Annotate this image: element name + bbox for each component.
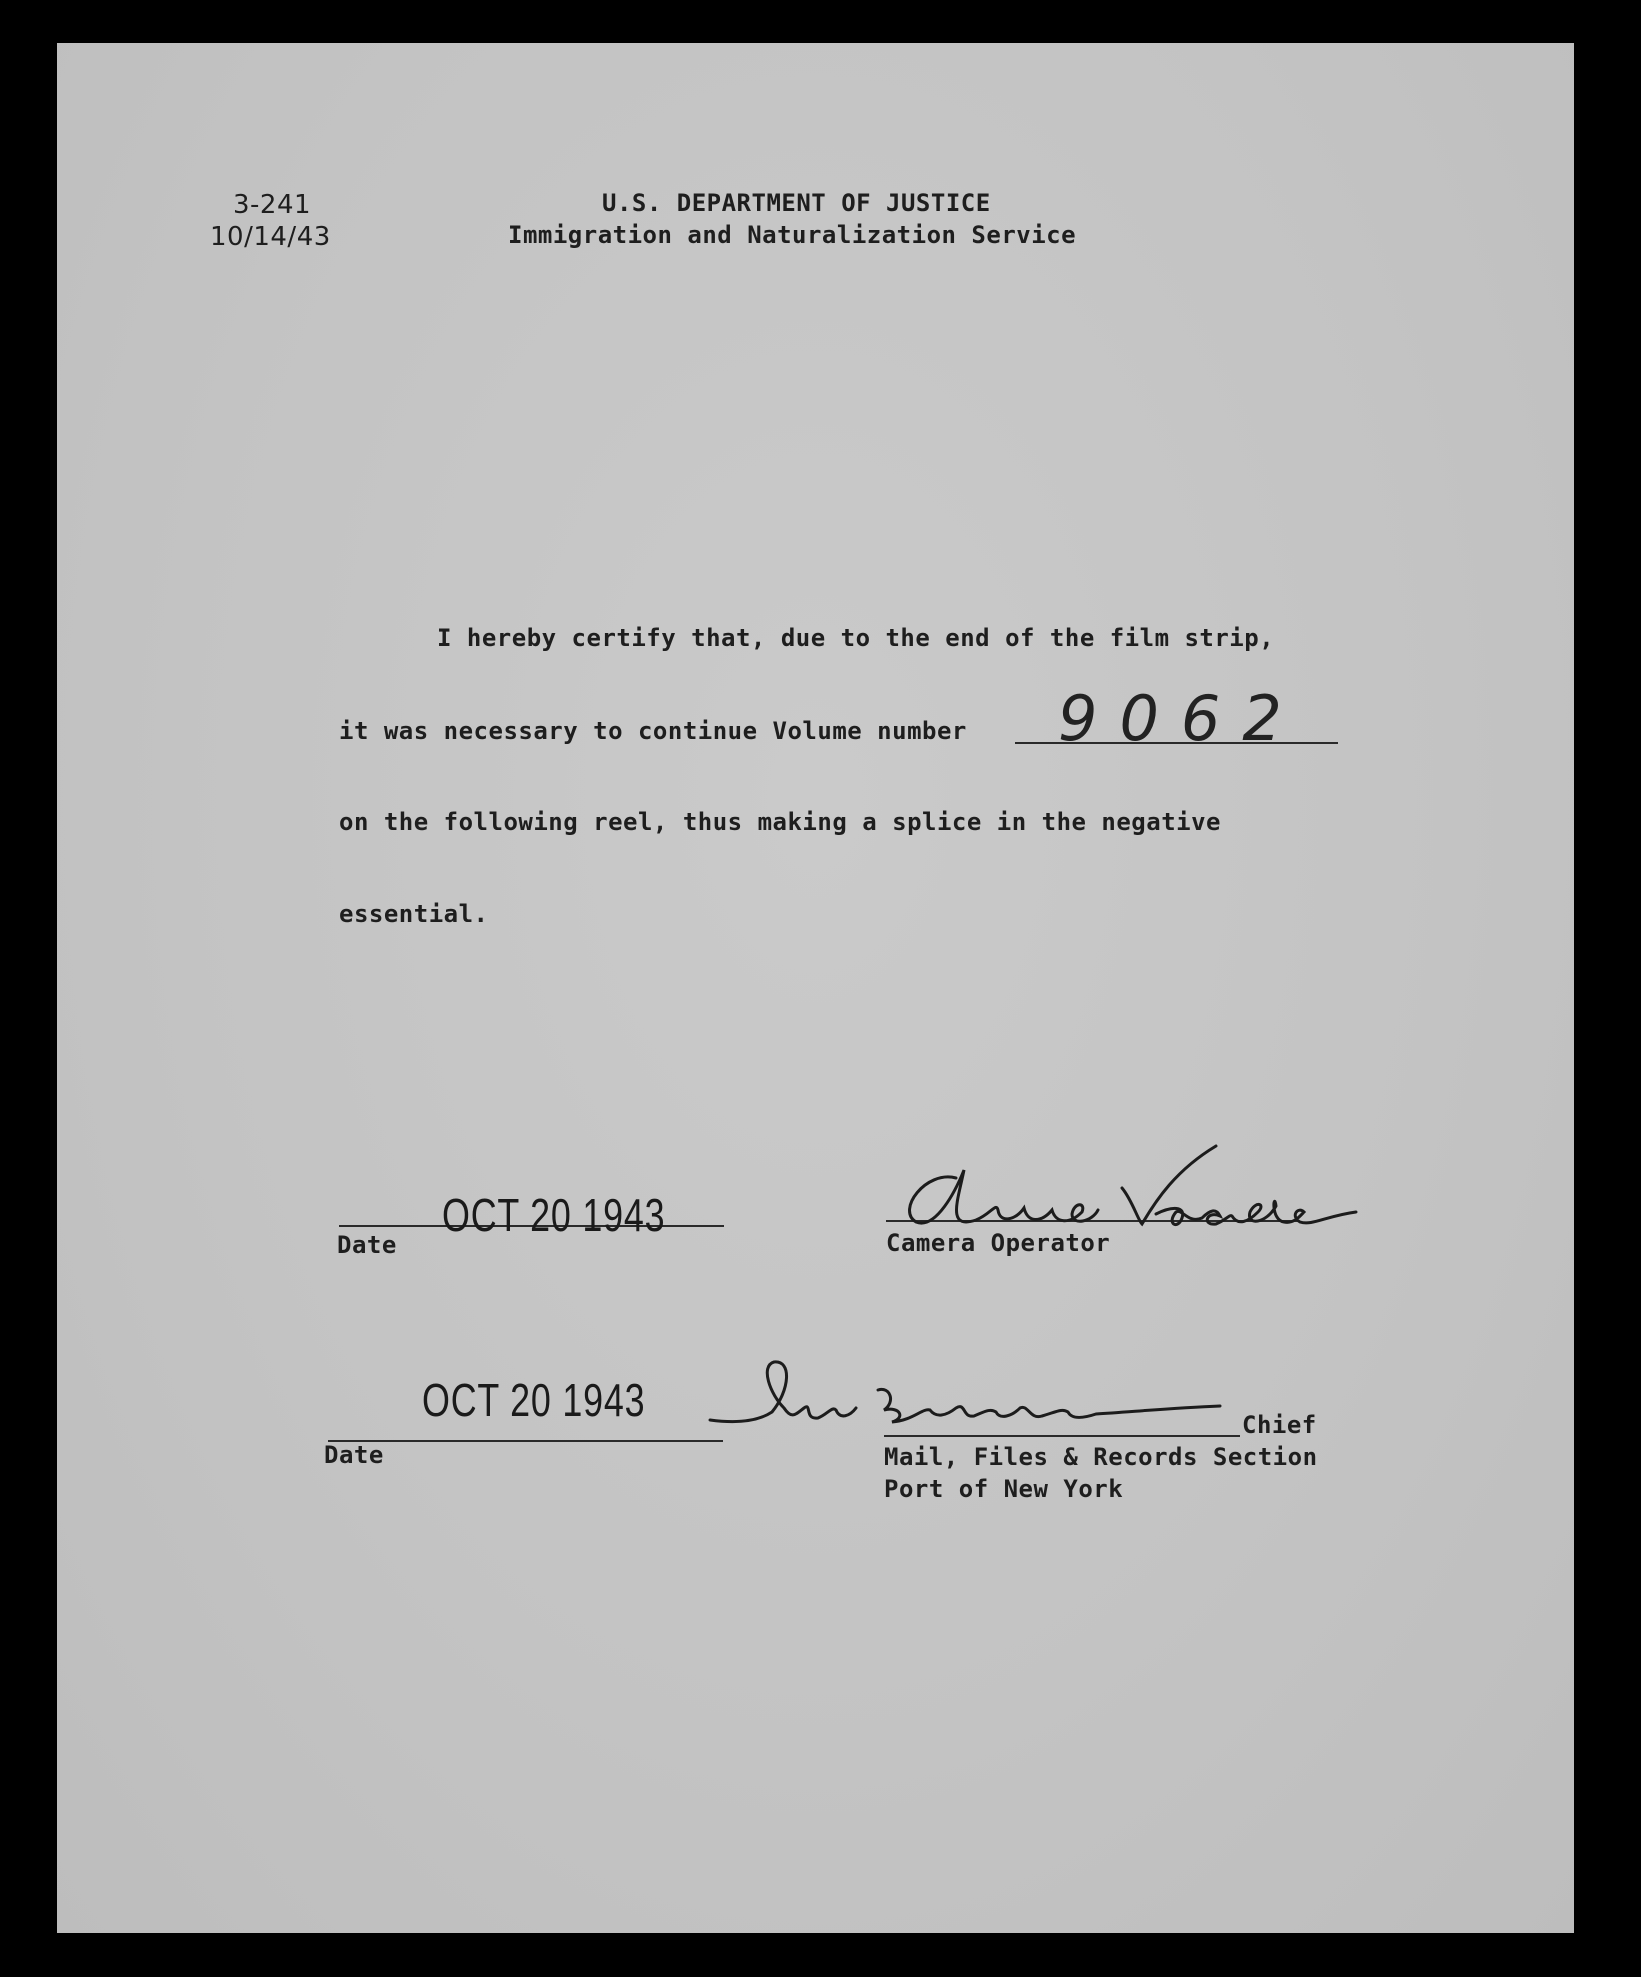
- certification-line-1: I hereby certify that, due to the end of the film strip,: [437, 624, 1275, 652]
- chief-date-stamp: OCT 20 1943: [422, 1374, 646, 1426]
- camera-operator-signature: [886, 1140, 1366, 1240]
- document-page: [57, 43, 1574, 1933]
- certification-line-2: it was necessary to continue Volume number: [339, 717, 967, 745]
- camera-date-stamp: OCT 20 1943: [442, 1189, 666, 1241]
- certification-line-4: essential.: [339, 900, 489, 928]
- chief-date-line: [328, 1440, 723, 1442]
- department-title: U.S. DEPARTMENT OF JUSTICE: [602, 189, 991, 217]
- chief-office-line: Port of New York: [884, 1475, 1124, 1503]
- volume-number: 9062: [1058, 682, 1304, 755]
- chief-section-line: Mail, Files & Records Section: [884, 1443, 1318, 1471]
- service-title: Immigration and Naturalization Service: [508, 221, 1077, 249]
- camera-operator-label: Camera Operator: [886, 1229, 1111, 1257]
- certification-line-3: on the following reel, thus making a splice in the negative: [339, 808, 1222, 836]
- form-number: 3-241: [233, 190, 312, 220]
- form-revision-date: 10/14/43: [210, 222, 331, 252]
- chief-title: Chief: [1242, 1411, 1317, 1439]
- chief-signature: [700, 1350, 1240, 1450]
- camera-date-label: Date: [337, 1231, 397, 1259]
- chief-date-label: Date: [324, 1441, 384, 1469]
